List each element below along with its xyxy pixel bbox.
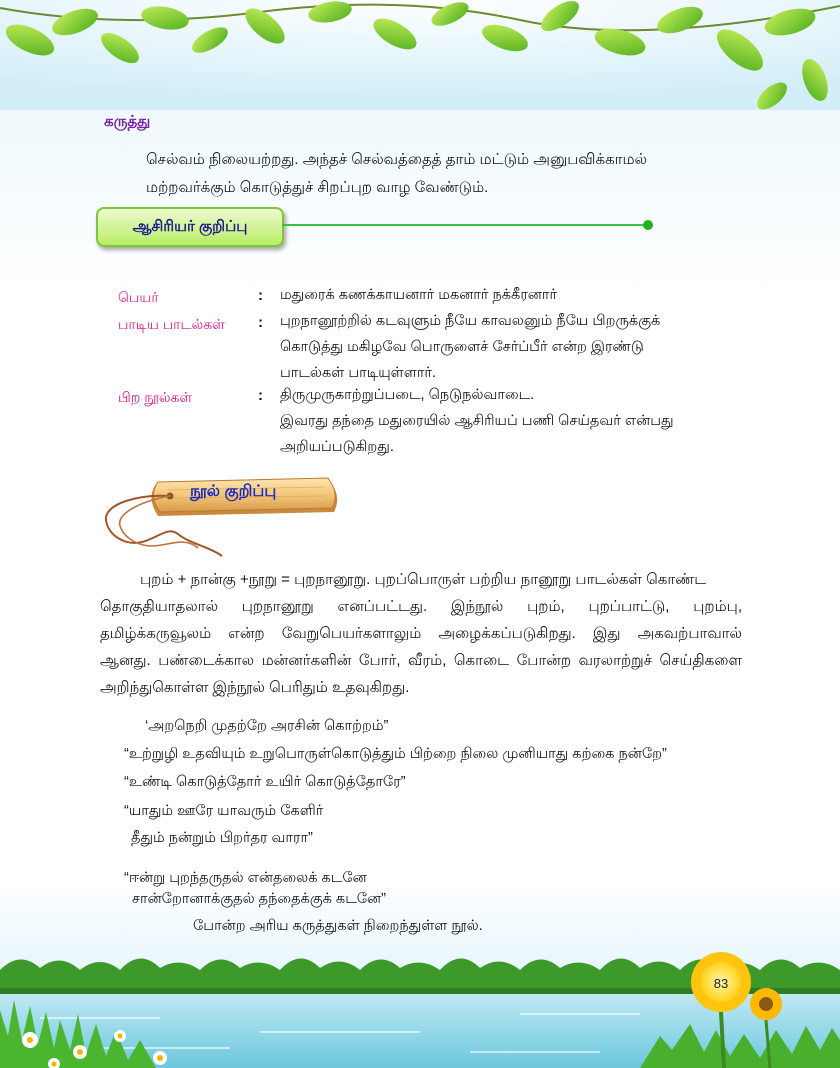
- book-line: அறிந்துகொள்ள இந்நூல் பெரிதும் உதவுகிறது.: [100, 679, 410, 696]
- book-line: தொகுதியாதலால் புறநானூறு எனப்பட்டது. இந்நூல் புறம், புறப்பாட்டு, புறம்பு,: [100, 598, 742, 615]
- other-works-line: அறியப்படுகிறது.: [280, 439, 394, 455]
- other-works-colon: :: [258, 387, 263, 404]
- divider-dot: [643, 220, 653, 230]
- leaves-banner-image: [0, 0, 840, 110]
- name-value: மதுரைக் கணக்காயனார் மகனார் நக்கீரனார்: [280, 287, 558, 303]
- quote-line: “உற்றுழி உதவியும் உறுபொருள்கொடுத்தும் பிற்றை நிலை முனியாது கற்கை நன்றே”: [124, 746, 667, 762]
- other-works-label: பிற நூல்கள்: [118, 389, 193, 405]
- quote-line: “உண்டி கொடுத்தோர் உயிர் கொடுத்தோரே”: [124, 774, 406, 790]
- name-label: பெயர்: [118, 289, 159, 305]
- other-works-line: இவரது தந்தை மதுரையில் ஆசிரியப் பணி செய்தவர் என்பது: [280, 413, 674, 429]
- summary-line: செல்வம் நிலையற்றது. அந்தச் செல்வத்தைத் தாம் மட்டும் அனுபவிக்காமல்: [146, 151, 648, 168]
- songs-line: புறநானூற்றில் கடவுளும் நீயே காவலனும் நீயே பிறருக்குக்: [280, 313, 661, 329]
- author-note-title: ஆசிரியர் குறிப்பு: [132, 217, 248, 235]
- quote-line: ‘அறநெறி முதற்றே அரசின் கொற்றம்”: [145, 718, 389, 734]
- songs-label: பாடிய பாடல்கள்: [118, 316, 225, 332]
- author-note-badge: [96, 207, 284, 247]
- other-works-line: திருமுருகாற்றுப்படை, நெடுநல்வாடை.: [280, 387, 535, 403]
- closing-line: போன்ற அரிய கருத்துகள் நிறைந்துள்ள நூல்.: [193, 918, 483, 934]
- songs-line: கொடுத்து மகிழவே பொருளைச் சேர்ப்பீர் என்ற இரண்டு: [280, 339, 644, 355]
- summary-line: மற்றவர்க்கும் கொடுத்துச் சிறப்புற வாழ வேண்டும்.: [146, 179, 489, 196]
- divider-line: [282, 224, 648, 226]
- section-heading: கருத்து: [104, 113, 151, 130]
- book-note-title: நூல் குறிப்பு: [190, 483, 277, 500]
- page-number: 83: [713, 975, 729, 991]
- book-line: ஆனது. பண்டைக்கால மன்னர்களின் போர், வீரம், கொடை போன்ற வரலாற்றுச் செய்திகளை: [100, 652, 742, 669]
- quote-line: “யாதும் ஊரே யாவரும் கேளிர்: [124, 803, 324, 819]
- quote-line: “ஈன்று புறந்தருதல் என்தலைக் கடனே: [124, 870, 367, 886]
- other-works-value: [280, 382, 740, 460]
- quote-line: சான்றோனாக்குதல் தந்தைக்குக் கடனே”: [132, 891, 386, 907]
- songs-line: பாடல்கள் பாடியுள்ளார்.: [280, 365, 437, 381]
- book-line: புறம் + நான்கு +நூறு = புறநானூறு. புறப்பொருள் பற்றிய நானூறு பாடல்கள் கொண்ட: [140, 571, 707, 588]
- book-description-paragraph: [100, 566, 742, 701]
- name-colon: :: [258, 287, 263, 304]
- summary-paragraph: [146, 146, 766, 202]
- meadow-footer-image: [0, 940, 840, 1068]
- quote-line: தீதும் நன்றும் பிறர்தர வாரா”: [131, 830, 313, 846]
- songs-colon: :: [258, 314, 263, 331]
- songs-value: [280, 308, 740, 386]
- book-line: தமிழ்க்கருவூலம் என்ற வேறுபெயர்களாலும் அழைக்கப்படுகிறது. இது அகவற்பாவால்: [100, 625, 742, 642]
